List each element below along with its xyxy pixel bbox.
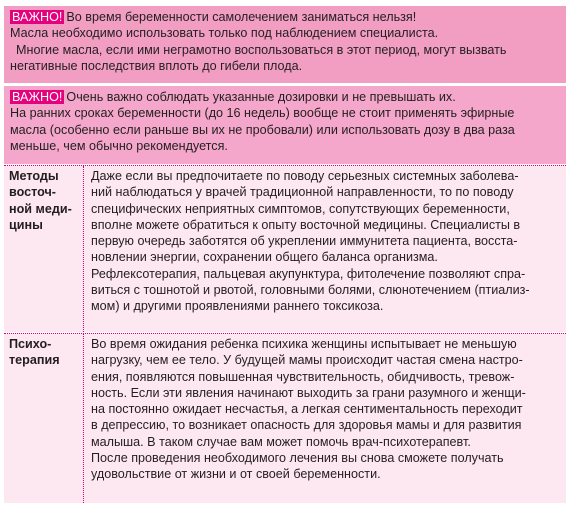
row-body-line: удовольствие от жизни и от своей беременности. [91, 467, 381, 482]
table-row-psychotherapy [4, 333, 566, 503]
row-label-line: Методы [9, 169, 59, 183]
warning-box-dosage [4, 86, 566, 164]
row-body-line: Во время ожидания ребенка психика женщины испытывает не меньшую [91, 337, 517, 351]
row-body-line: ения, появляются повышенная чувствительность, обидчивость, тревож- [91, 369, 515, 384]
warning-line [10, 9, 560, 25]
important-tag: ВАЖНО! [12, 90, 63, 104]
row-body-line: Рефлексотерапия, пальцевая акупунктура, фитолечение позволяют спра- [91, 266, 526, 281]
row-label [4, 166, 84, 332]
row-body-line: мом) и другими проявлениями раннего токсикоза. [91, 299, 384, 314]
row-body [85, 166, 566, 317]
row-body-line: ний наблюдаться у врачей традиционной направленности, то по поводу [91, 185, 514, 200]
row-label-line: цины [9, 217, 43, 232]
warning-line: Масла необходимо использовать только под наблюдением специалиста. [10, 26, 439, 41]
row-body-line: виться с тошнотой и рвотой, головными болями, слюнотечением (птиализ- [91, 283, 530, 298]
row-body-line: специфических неприятных симптомов, сопутствующих беременности, [91, 201, 510, 216]
row-label-line: ной меди- [9, 201, 72, 216]
row-body-line: новлении энергии, сохранении общего баланса организма. [91, 250, 438, 265]
warning-line: меньше, чем обычно рекомендуется. [10, 138, 228, 153]
row-body-line: ность. Если эти явления начинают выходить за грани разумного и женщи- [91, 385, 526, 400]
row-label-line: восточ- [9, 185, 56, 200]
warning-line: масла (особенно если раньше вы их не пробовали) или использовать дозу в два раза [10, 122, 515, 137]
warning-line [10, 89, 560, 105]
warning-text: Очень важно соблюдать указанные дозировки и не превышать их. [66, 90, 456, 104]
warning-line: негативные последствия вплоть до гибели плода. [10, 58, 303, 73]
row-body-line: малыша. В таком случае вам может помочь врач-психотерапевт. [91, 434, 471, 449]
row-body-line: После проведения необходимого лечения вы снова сможете получать [91, 451, 504, 466]
row-label-line: Психо- [9, 337, 52, 351]
row-body-line: первую очередь заботятся об укреплении иммунитета пациента, восста- [91, 234, 518, 249]
row-label-line: терапия [9, 353, 60, 368]
important-tag: ВАЖНО! [12, 10, 63, 24]
warning-line: На ранних сроках беременности (до 16 недель) вообще не стоит применять эфирные [10, 106, 515, 121]
row-body-line: вполне можете обратиться к опыту восточной медицины. Специалисты в [91, 217, 521, 232]
row-body-line: Даже если вы предпочитаете по поводу серьезных системных заболева- [91, 169, 519, 183]
table-row-eastern-medicine [4, 165, 566, 332]
warning-box-self-treatment [4, 6, 566, 83]
warning-line: Многие масла, если ими неграмотно воспользоваться в этот период, могут вызвать [16, 42, 507, 57]
row-body-line: в депрессию, то возникает опасность для здоровья мамы и для развития [91, 418, 522, 433]
row-body [85, 334, 566, 485]
row-label [4, 334, 84, 503]
row-body-line: нагрузку, чем ее тело. У будущей мамы происходит частая смена настро- [91, 353, 523, 368]
row-body-line: на постоянно ожидает несчастья, а легкая сентиментальность переходит [91, 402, 523, 417]
warning-text: Во время беременности самолечением заниматься нельзя! [66, 10, 417, 24]
